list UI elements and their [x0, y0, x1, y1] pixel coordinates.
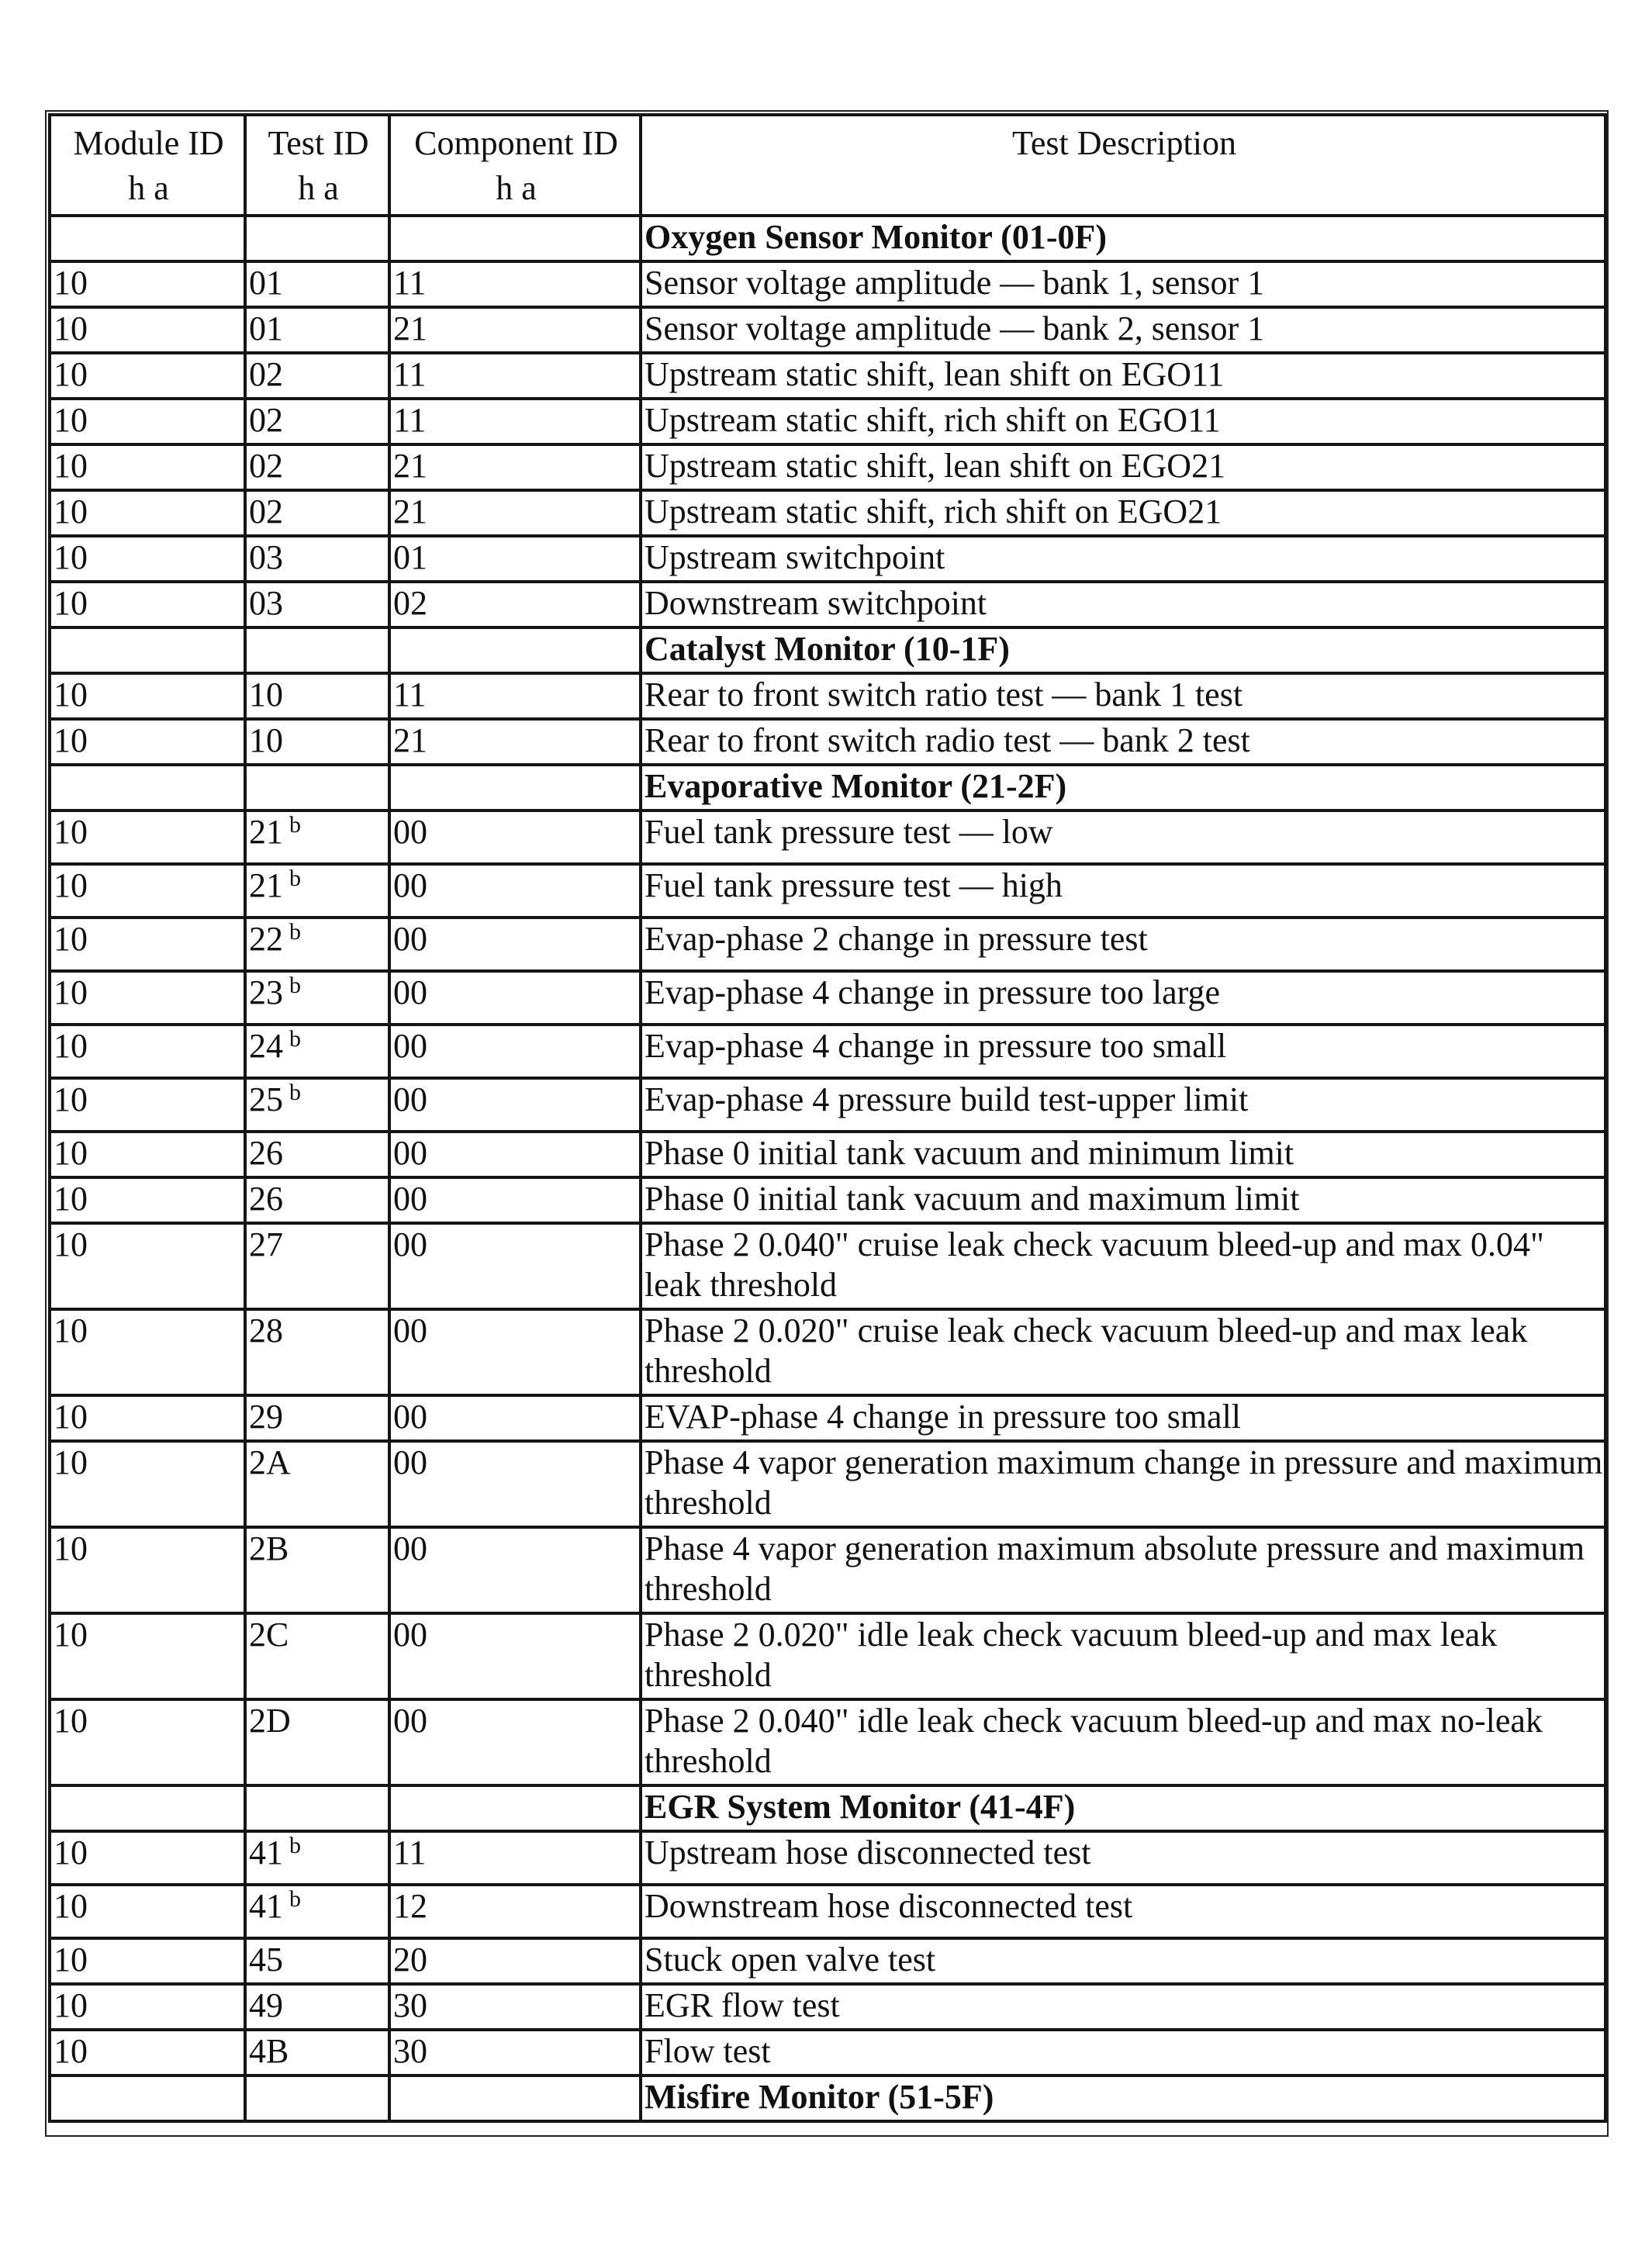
- test-description-cell: Sensor voltage amplitude — bank 2, sensor 1: [641, 307, 1605, 353]
- empty-cell: [50, 216, 245, 261]
- test-id-cell: [245, 971, 389, 1025]
- component-id-cell: 00: [389, 918, 641, 971]
- test-id-value: 41: [249, 1834, 283, 1872]
- component-id-cell: 00: [389, 1395, 641, 1441]
- test-id-value: 2D: [249, 1702, 291, 1740]
- section-row: [50, 765, 1605, 810]
- module-id-cell: 10: [50, 353, 245, 399]
- component-id-cell: 21: [389, 444, 641, 490]
- module-id-cell: 10: [50, 810, 245, 864]
- table-row: [50, 490, 1605, 536]
- test-id-value: 10: [249, 721, 283, 759]
- test-id-cell: [245, 1984, 389, 2030]
- module-id-cell: 10: [50, 261, 245, 307]
- test-description-cell: EVAP-phase 4 change in pressure too small: [641, 1395, 1605, 1441]
- test-description-cell: Downstream switchpoint: [641, 582, 1605, 627]
- table-row: [50, 399, 1605, 444]
- header-component-id: [389, 115, 641, 216]
- test-id-cell: [245, 444, 389, 490]
- test-description-cell: Phase 0 initial tank vacuum and maximum limit: [641, 1177, 1605, 1223]
- header-test-description: [641, 115, 1605, 216]
- test-description-cell: Flow test: [641, 2030, 1605, 2075]
- module-id-cell: 10: [50, 1177, 245, 1223]
- test-id-value: 25: [249, 1080, 283, 1118]
- empty-cell: [389, 2075, 641, 2121]
- module-id-cell: 10: [50, 1885, 245, 1938]
- test-id-cell: [245, 353, 389, 399]
- test-id-cell: [245, 1223, 389, 1309]
- test-id-cell: [245, 1699, 389, 1785]
- table-header-row: [50, 115, 1605, 216]
- component-id-cell: 30: [389, 1984, 641, 2030]
- test-description-cell: Rear to front switch radio test — bank 2 test: [641, 719, 1605, 765]
- empty-cell: [389, 216, 641, 261]
- test-id-value: 21: [249, 813, 283, 851]
- test-id-cell: [245, 1441, 389, 1527]
- empty-cell: [389, 765, 641, 810]
- header-component-id-sub: h a: [496, 169, 537, 207]
- test-description-cell: Upstream switchpoint: [641, 536, 1605, 582]
- section-row: [50, 2075, 1605, 2121]
- test-id-cell: [245, 719, 389, 765]
- test-description-cell: Rear to front switch ratio test — bank 1 test: [641, 673, 1605, 719]
- test-description-cell: EGR flow test: [641, 1984, 1605, 2030]
- component-id-cell: 00: [389, 1613, 641, 1699]
- module-id-cell: 10: [50, 1699, 245, 1785]
- footnote-marker: b: [289, 812, 301, 838]
- empty-cell: [50, 765, 245, 810]
- component-id-cell: 00: [389, 1527, 641, 1613]
- component-id-cell: 12: [389, 1885, 641, 1938]
- test-id-cell: [245, 399, 389, 444]
- section-row: [50, 1785, 1605, 1831]
- component-id-cell: 11: [389, 261, 641, 307]
- test-id-value: 03: [249, 538, 283, 576]
- module-id-cell: 10: [50, 1613, 245, 1699]
- component-id-cell: 11: [389, 353, 641, 399]
- module-id-cell: 10: [50, 673, 245, 719]
- table-row: [50, 1078, 1605, 1132]
- table-row: [50, 1025, 1605, 1078]
- table-row: [50, 971, 1605, 1025]
- module-id-cell: 10: [50, 1309, 245, 1395]
- footnote-marker: b: [289, 1080, 301, 1105]
- test-description-cell: Stuck open valve test: [641, 1938, 1605, 1984]
- test-id-value: 01: [249, 264, 283, 302]
- table-row: [50, 1309, 1605, 1395]
- component-id-cell: 00: [389, 1177, 641, 1223]
- test-id-value: 03: [249, 584, 283, 622]
- header-test-description-label: Test Description: [1012, 124, 1236, 162]
- footnote-marker: b: [289, 1886, 301, 1912]
- component-id-cell: 21: [389, 490, 641, 536]
- table-row: [50, 1699, 1605, 1785]
- section-heading: Catalyst Monitor (10-1F): [641, 627, 1605, 673]
- test-id-value: 49: [249, 1986, 283, 2024]
- test-id-value: 2A: [249, 1443, 291, 1481]
- test-description-cell: Downstream hose disconnected test: [641, 1885, 1605, 1938]
- section-heading: EGR System Monitor (41-4F): [641, 1785, 1605, 1831]
- test-id-value: 27: [249, 1225, 283, 1263]
- header-test-id-label: Test ID: [268, 124, 369, 162]
- test-id-cell: [245, 582, 389, 627]
- test-id-value: 41: [249, 1887, 283, 1925]
- header-module-id: [50, 115, 245, 216]
- test-description-cell: Phase 0 initial tank vacuum and minimum limit: [641, 1132, 1605, 1177]
- module-id-cell: 10: [50, 864, 245, 918]
- test-id-cell: [245, 864, 389, 918]
- table-row: [50, 1223, 1605, 1309]
- test-description-cell: Fuel tank pressure test — low: [641, 810, 1605, 864]
- test-id-cell: [245, 1025, 389, 1078]
- section-heading: Evaporative Monitor (21-2F): [641, 765, 1605, 810]
- test-id-value: 02: [249, 447, 283, 485]
- test-id-value: 45: [249, 1941, 283, 1979]
- component-id-cell: 00: [389, 971, 641, 1025]
- table-row: [50, 673, 1605, 719]
- component-id-cell: 02: [389, 582, 641, 627]
- test-id-value: 26: [249, 1134, 283, 1172]
- section-heading: Misfire Monitor (51-5F): [641, 2075, 1605, 2121]
- test-id-cell: [245, 1527, 389, 1613]
- component-id-cell: 00: [389, 864, 641, 918]
- test-id-value: 10: [249, 676, 283, 714]
- test-id-value: 26: [249, 1180, 283, 1218]
- test-description-cell: Phase 2 0.040" idle leak check vacuum bleed-up and max no-leak threshold: [641, 1699, 1605, 1785]
- component-id-cell: 11: [389, 673, 641, 719]
- module-id-cell: 10: [50, 1527, 245, 1613]
- test-description-cell: Phase 2 0.020" idle leak check vacuum bleed-up and max leak threshold: [641, 1613, 1605, 1699]
- table-row: [50, 810, 1605, 864]
- test-id-cell: [245, 1885, 389, 1938]
- footnote-marker: b: [289, 1833, 301, 1858]
- component-id-cell: 00: [389, 1441, 641, 1527]
- test-description-cell: Upstream static shift, rich shift on EGO11: [641, 399, 1605, 444]
- test-id-value: 23: [249, 973, 283, 1011]
- module-id-cell: 10: [50, 490, 245, 536]
- test-description-cell: Upstream static shift, lean shift on EGO21: [641, 444, 1605, 490]
- table-row: [50, 1441, 1605, 1527]
- component-id-cell: 21: [389, 307, 641, 353]
- test-id-cell: [245, 1395, 389, 1441]
- module-id-cell: 10: [50, 1223, 245, 1309]
- table-row: [50, 2030, 1605, 2075]
- test-description-cell: Upstream hose disconnected test: [641, 1831, 1605, 1885]
- monitor-test-table: [48, 113, 1607, 2123]
- footnote-marker: b: [289, 1026, 301, 1052]
- test-id-cell: [245, 307, 389, 353]
- empty-cell: [245, 216, 389, 261]
- test-id-value: 02: [249, 355, 283, 393]
- component-id-cell: 00: [389, 1309, 641, 1395]
- test-id-value: 4B: [249, 2032, 289, 2070]
- test-description-cell: Evap-phase 4 change in pressure too large: [641, 971, 1605, 1025]
- table-row: [50, 1938, 1605, 1984]
- test-id-value: 01: [249, 309, 283, 347]
- module-id-cell: 10: [50, 971, 245, 1025]
- empty-cell: [389, 1785, 641, 1831]
- module-id-cell: 10: [50, 307, 245, 353]
- component-id-cell: 00: [389, 1132, 641, 1177]
- test-id-cell: [245, 1132, 389, 1177]
- module-id-cell: 10: [50, 582, 245, 627]
- table-row: [50, 444, 1605, 490]
- test-id-value: 21: [249, 866, 283, 904]
- test-id-cell: [245, 536, 389, 582]
- test-description-cell: Phase 2 0.020" cruise leak check vacuum bleed-up and max leak threshold: [641, 1309, 1605, 1395]
- component-id-cell: 11: [389, 399, 641, 444]
- table-row: [50, 1885, 1605, 1938]
- test-id-value: 02: [249, 401, 283, 439]
- test-id-cell: [245, 2030, 389, 2075]
- table-row: [50, 582, 1605, 627]
- test-id-cell: [245, 1831, 389, 1885]
- test-id-cell: [245, 673, 389, 719]
- test-description-cell: Phase 4 vapor generation maximum absolute pressure and maximum threshold: [641, 1527, 1605, 1613]
- module-id-cell: 10: [50, 1441, 245, 1527]
- header-test-id-sub: h a: [298, 169, 339, 207]
- component-id-cell: 00: [389, 810, 641, 864]
- test-id-cell: [245, 490, 389, 536]
- table-row: [50, 261, 1605, 307]
- header-component-id-label: Component ID: [414, 124, 618, 162]
- test-id-value: 2B: [249, 1529, 289, 1567]
- table-row: [50, 1831, 1605, 1885]
- table-row: [50, 536, 1605, 582]
- test-description-cell: Phase 2 0.040" cruise leak check vacuum bleed-up and max 0.04" leak threshold: [641, 1223, 1605, 1309]
- module-id-cell: 10: [50, 536, 245, 582]
- test-description-cell: Upstream static shift, rich shift on EGO21: [641, 490, 1605, 536]
- test-description-cell: Evap-phase 4 change in pressure too small: [641, 1025, 1605, 1078]
- module-id-cell: 10: [50, 399, 245, 444]
- test-id-cell: [245, 261, 389, 307]
- component-id-cell: 21: [389, 719, 641, 765]
- empty-cell: [245, 627, 389, 673]
- table-row: [50, 307, 1605, 353]
- test-id-cell: [245, 1177, 389, 1223]
- table-body: [50, 216, 1605, 2121]
- module-id-cell: 10: [50, 1132, 245, 1177]
- table-row: [50, 1132, 1605, 1177]
- test-id-value: 24: [249, 1027, 283, 1065]
- empty-cell: [245, 765, 389, 810]
- module-id-cell: 10: [50, 2030, 245, 2075]
- footnote-marker: b: [289, 973, 301, 998]
- module-id-cell: 10: [50, 719, 245, 765]
- test-id-cell: [245, 810, 389, 864]
- module-id-cell: 10: [50, 1938, 245, 1984]
- test-id-cell: [245, 1309, 389, 1395]
- test-description-cell: Fuel tank pressure test — high: [641, 864, 1605, 918]
- module-id-cell: 10: [50, 1831, 245, 1885]
- test-id-value: 28: [249, 1312, 283, 1350]
- module-id-cell: 10: [50, 1025, 245, 1078]
- table-row: [50, 353, 1605, 399]
- table-row: [50, 918, 1605, 971]
- header-test-id: [245, 115, 389, 216]
- empty-cell: [50, 1785, 245, 1831]
- footnote-marker: b: [289, 919, 301, 945]
- component-id-cell: 00: [389, 1223, 641, 1309]
- empty-cell: [50, 2075, 245, 2121]
- test-description-cell: Upstream static shift, lean shift on EGO11: [641, 353, 1605, 399]
- footnote-marker: b: [289, 866, 301, 891]
- component-id-cell: 01: [389, 536, 641, 582]
- component-id-cell: 00: [389, 1699, 641, 1785]
- section-row: [50, 216, 1605, 261]
- table-row: [50, 864, 1605, 918]
- table-row: [50, 1395, 1605, 1441]
- test-id-cell: [245, 1078, 389, 1132]
- test-id-cell: [245, 1938, 389, 1984]
- table-row: [50, 1527, 1605, 1613]
- section-heading: Oxygen Sensor Monitor (01-0F): [641, 216, 1605, 261]
- section-row: [50, 627, 1605, 673]
- test-description-cell: Phase 4 vapor generation maximum change in pressure and maximum threshold: [641, 1441, 1605, 1527]
- test-description-cell: Evap-phase 4 pressure build test-upper limit: [641, 1078, 1605, 1132]
- module-id-cell: 10: [50, 1395, 245, 1441]
- test-id-cell: [245, 918, 389, 971]
- empty-cell: [245, 1785, 389, 1831]
- test-id-value: 22: [249, 920, 283, 958]
- test-description-cell: Sensor voltage amplitude — bank 1, sensor 1: [641, 261, 1605, 307]
- module-id-cell: 10: [50, 444, 245, 490]
- empty-cell: [245, 2075, 389, 2121]
- module-id-cell: 10: [50, 1984, 245, 2030]
- test-id-value: 2C: [249, 1616, 289, 1654]
- table-row: [50, 1984, 1605, 2030]
- module-id-cell: 10: [50, 918, 245, 971]
- table-row: [50, 1613, 1605, 1699]
- component-id-cell: 20: [389, 1938, 641, 1984]
- empty-cell: [389, 627, 641, 673]
- component-id-cell: 30: [389, 2030, 641, 2075]
- header-module-id-label: Module ID: [73, 124, 224, 162]
- test-id-value: 29: [249, 1398, 283, 1436]
- table-row: [50, 719, 1605, 765]
- empty-cell: [50, 627, 245, 673]
- module-id-cell: 10: [50, 1078, 245, 1132]
- test-id-value: 02: [249, 493, 283, 531]
- table-row: [50, 1177, 1605, 1223]
- test-id-cell: [245, 1613, 389, 1699]
- component-id-cell: 00: [389, 1078, 641, 1132]
- header-module-id-sub: h a: [128, 169, 169, 207]
- test-description-cell: Evap-phase 2 change in pressure test: [641, 918, 1605, 971]
- component-id-cell: 11: [389, 1831, 641, 1885]
- component-id-cell: 00: [389, 1025, 641, 1078]
